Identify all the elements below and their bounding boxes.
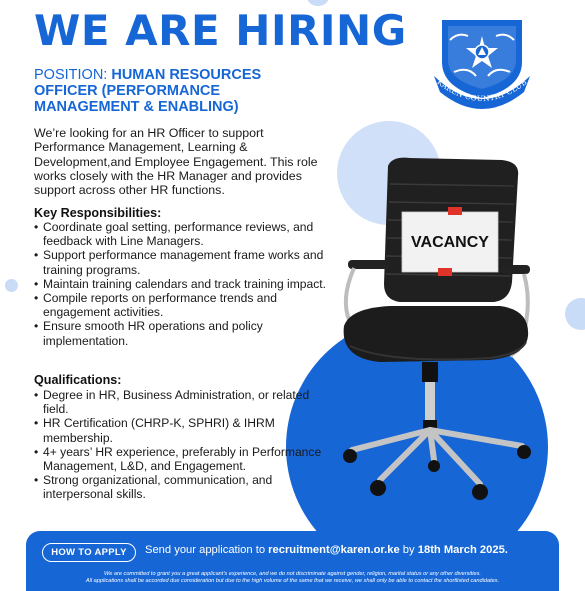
list-item: • Maintain training calendars and track training impact.: [34, 277, 334, 291]
position-title: HUMAN RESOURCES OFFICER (PERFORMANCE MANAGEMENT & ENABLING): [34, 67, 262, 115]
list-item: • Coordinate goal setting, performance reviews, and feedback with Line Managers.: [34, 220, 334, 248]
apply-text-mid: by: [399, 544, 418, 556]
qualifications-list: [34, 388, 334, 502]
disclaimer-line: We are committed to grant you a great applicant's experience, and we do not discriminate against gender, religion, marital status or any other diversities.: [104, 571, 481, 577]
position-heading: [34, 67, 304, 115]
list-item: • Strong organizational, communication, and interpersonal skills.: [34, 473, 334, 501]
club-logo: [428, 18, 536, 114]
list-item: • Compile reports on performance trends and engagement activities.: [34, 291, 334, 319]
disclaimer-line: All applications shall be accorded due consideration but due to the high volume of the same that we receive, we shall only be able to contact the shortlisted candidates.: [85, 578, 500, 584]
how-to-apply-badge: HOW TO APPLY: [42, 543, 136, 562]
responsibilities-heading: Key Responsibilities:: [34, 206, 162, 220]
qualifications-heading: Qualifications:: [34, 373, 122, 387]
vacancy-sign-text: VACANCY: [411, 234, 489, 251]
apply-text-prefix: Send your application to: [145, 544, 269, 556]
responsibilities-list: [34, 220, 334, 348]
apply-email-link[interactable]: recruitment@karen.or.ke: [268, 544, 400, 556]
list-item: • Degree in HR, Business Administration, or related field.: [34, 388, 334, 416]
list-item: • 4+ years’ HR experience, preferably in Performance Management, L&D, and Engagement.: [34, 445, 334, 473]
list-item: • Support performance management frame works and training programs.: [34, 248, 334, 276]
decor-circle-small-left: [5, 279, 18, 292]
apply-deadline: 18th March 2025.: [417, 544, 508, 556]
apply-instructions: [145, 544, 508, 556]
logo-text: KAREN COUNTRY CLUB: [435, 77, 529, 104]
chair-illustration: [330, 150, 540, 510]
list-item: • HR Certification (CHRP-K, SPHRI) & IHRM membership.: [34, 416, 334, 444]
disclaimer: [28, 571, 557, 585]
decor-circle-right: [565, 298, 585, 330]
list-item: • Ensure smooth HR operations and policy implementation.: [34, 319, 334, 347]
intro-paragraph: We’re looking for an HR Officer to support Performance Management, Learning & Development,and Employee Engagement. This role works closely with the HR Manager and provides support across other HR functions.: [34, 126, 318, 198]
position-label: POSITION:: [34, 67, 112, 83]
page-title: WE ARE HIRING: [34, 6, 407, 55]
